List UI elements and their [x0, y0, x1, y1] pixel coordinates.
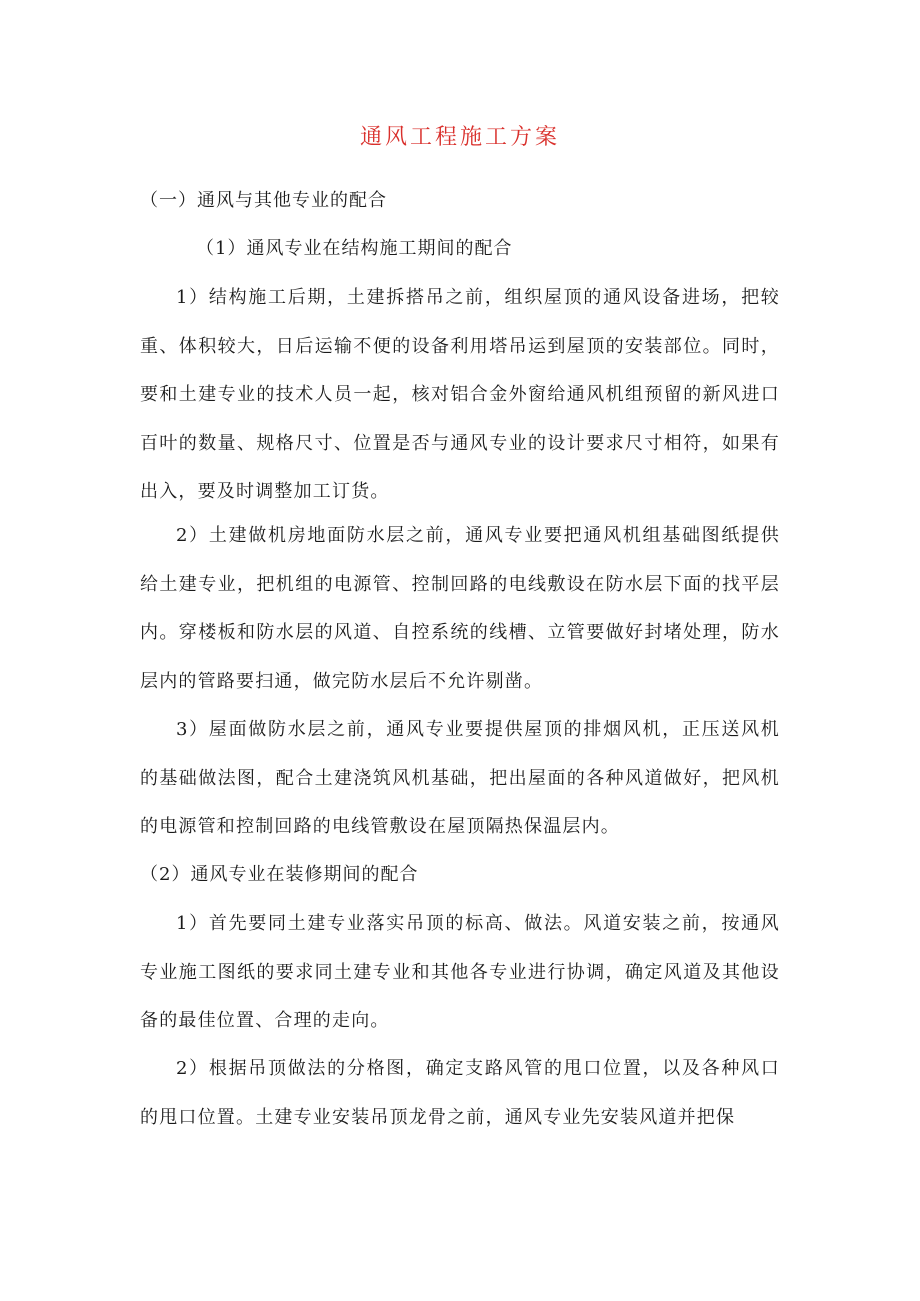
subsection-heading: （2）通风专业在装修期间的配合: [140, 864, 419, 885]
paragraph: 1）结构施工后期，土建拆搭吊之前，组织屋顶的通风设备进场，把较重、体积较大，日后运输不便的设备利用塔吊运到屋顶的安装部位。同时，要和土建专业的技术人员一起，核对铝合金外窗给通风机组预留的新风进口百叶的数量、规格尺寸、位置是否与通风专业的设计要求尺寸相符，如果有出入，要及时调整加工订货。: [140, 287, 780, 502]
paragraph: 2）土建做机房地面防水层之前，通风专业要把通风机组基础图纸提供给土建专业，把机组的电源管、控制回路的电线敷设在防水层下面的找平层内。穿楼板和防水层的风道、自控系统的线槽、立管要做好封堵处理，防水层内的管路要扫通，做完防水层后不允许剔凿。: [140, 525, 780, 692]
paragraph: 2）根据吊顶做法的分格图，确定支路风管的甩口位置，以及各种风口的甩口位置。土建专业安装吊顶龙骨之前，通风专业先安装风道并把保: [140, 1058, 780, 1128]
paragraph: 1）首先要同土建专业落实吊顶的标高、做法。风道安装之前，按通风专业施工图纸的要求同土建专业和其他各专业进行协调，确定风道及其他设备的最佳位置、合理的走向。: [140, 913, 780, 1031]
paragraph: 3）屋面做防水层之前，通风专业要提供屋顶的排烟风机，正压送风机的基础做法图，配合土建浇筑风机基础，把出屋面的各种风道做好，把风机的电源管和控制回路的电线管敷设在屋顶隔热保温层内。: [140, 719, 780, 837]
subsection-heading: （1）通风专业在结构施工期间的配合: [196, 238, 513, 259]
section-heading: （一）通风与其他专业的配合: [140, 190, 387, 211]
page-title: 通风工程施工方案: [359, 125, 560, 150]
